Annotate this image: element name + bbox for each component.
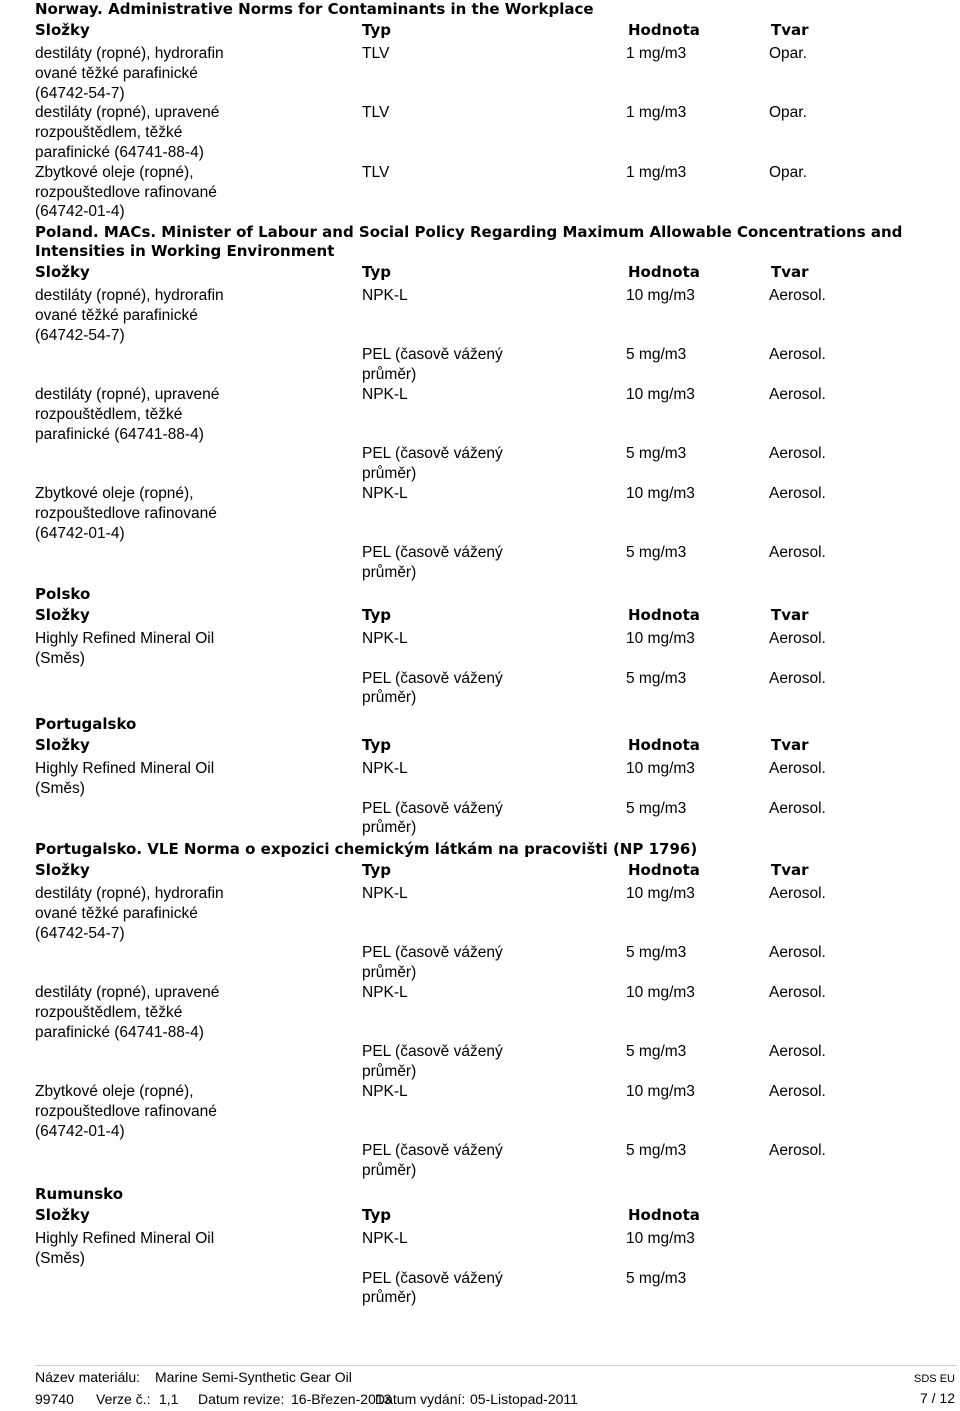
footer-page-number: 7 / 12 xyxy=(919,1390,955,1406)
header-type: Typ xyxy=(362,263,391,281)
exposure-limit-section xyxy=(35,840,935,1180)
limit-form: Aerosol. xyxy=(769,1083,826,1100)
limit-value: 10 mg/m3 xyxy=(626,760,695,777)
limit-value: 10 mg/m3 xyxy=(626,630,695,647)
table-header xyxy=(35,859,935,880)
limit-form: Aerosol. xyxy=(769,544,826,562)
limit-type: TLV xyxy=(362,104,390,122)
limit-form: Aerosol. xyxy=(769,669,826,687)
footer-issue-date: 05-Listopad-2011 xyxy=(470,1391,578,1407)
limit-form: Opar. xyxy=(769,45,807,62)
limit-type: PEL (časově vážený průměr) xyxy=(362,346,503,384)
header-value: Hodnota xyxy=(628,606,700,624)
limit-value: 1 mg/m3 xyxy=(626,45,687,62)
header-type: Typ xyxy=(362,1206,391,1224)
table-header xyxy=(35,1204,935,1225)
limit-value: 10 mg/m3 xyxy=(626,1230,695,1247)
component-name: destiláty (ropné), hydrorafin ované těžké parafinické (64742-54-7) xyxy=(35,885,224,942)
limit-value: 5 mg/m3 xyxy=(626,1269,687,1287)
exposure-limit-section xyxy=(35,223,935,582)
limit-form: Aerosol. xyxy=(769,1142,826,1160)
limit-value: 5 mg/m3 xyxy=(626,944,687,962)
component-name: Zbytkové oleje (ropné), rozpouštedlove rafinované (64742-01-4) xyxy=(35,163,217,221)
header-value: Hodnota xyxy=(628,263,700,281)
footer-revision-label: Datum revize: xyxy=(198,1391,285,1407)
limit-value: 5 mg/m3 xyxy=(626,445,687,463)
header-form: Tvar xyxy=(771,606,809,624)
limit-value: 5 mg/m3 xyxy=(626,669,687,687)
limit-type: NPK-L xyxy=(362,885,408,902)
limit-type: PEL (časově vážený průměr) xyxy=(362,944,503,982)
component-name: Zbytkové oleje (ropné), rozpouštedlove rafinované (64742-01-4) xyxy=(35,485,217,542)
header-type: Typ xyxy=(362,736,391,754)
component-name: Highly Refined Mineral Oil (Směs) xyxy=(35,630,215,667)
limit-form: Aerosol. xyxy=(769,287,826,304)
limit-type: PEL (časově vážený průměr) xyxy=(362,1269,503,1307)
header-type: Typ xyxy=(362,606,391,624)
header-value: Hodnota xyxy=(628,1206,700,1224)
header-type: Typ xyxy=(362,21,391,39)
section-title: Rumunsko xyxy=(35,1185,124,1203)
limit-form: Aerosol. xyxy=(769,984,826,1001)
limit-type: NPK-L xyxy=(362,1083,408,1100)
limit-value: 1 mg/m3 xyxy=(626,163,687,181)
header-component: Složky xyxy=(35,736,90,754)
header-component: Složky xyxy=(35,1206,90,1224)
table-header xyxy=(35,604,935,625)
component-name: destiláty (ropné), hydrorafin ované těžké parafinické (64742-54-7) xyxy=(35,45,224,102)
limit-type: NPK-L xyxy=(362,630,408,647)
exposure-limit-section xyxy=(35,715,935,837)
limit-form: Aerosol. xyxy=(769,386,826,403)
footer-revision-date: 16-Březen-2013 xyxy=(291,1391,392,1407)
header-form: Tvar xyxy=(771,263,809,281)
limit-form: Aerosol. xyxy=(769,799,826,817)
footer-issue-label: Datum vydání: xyxy=(375,1391,466,1407)
limit-type: PEL (časově vážený průměr) xyxy=(362,1142,503,1180)
limit-value: 5 mg/m3 xyxy=(626,1142,687,1160)
exposure-limit-section xyxy=(35,585,935,707)
limit-form: Aerosol. xyxy=(769,885,826,902)
component-name: Highly Refined Mineral Oil (Směs) xyxy=(35,1230,215,1267)
limit-value: 10 mg/m3 xyxy=(626,885,695,902)
limit-form: Aerosol. xyxy=(769,485,826,502)
limit-type: PEL (časově vážený průměr) xyxy=(362,1043,503,1081)
limit-type: PEL (časově vážený průměr) xyxy=(362,544,503,582)
section-title: Norway. Administrative Norms for Contaminants in the Workplace xyxy=(35,0,594,18)
limit-type: NPK-L xyxy=(362,485,408,502)
table-header xyxy=(35,734,935,755)
footer-code: 99740 xyxy=(35,1391,74,1407)
footer-divider xyxy=(35,1365,957,1366)
footer-version-label: Verze č.: xyxy=(96,1391,151,1407)
limit-value: 10 mg/m3 xyxy=(626,386,695,403)
footer-material-label: Název materiálu: xyxy=(35,1369,141,1385)
section-title: Portugalsko xyxy=(35,715,137,733)
component-name: destiláty (ropné), upravené rozpouštědlem, těžké parafinické (64741-88-4) xyxy=(35,984,220,1041)
limit-form: Aerosol. xyxy=(769,944,826,962)
limit-form: Aerosol. xyxy=(769,445,826,463)
exposure-limit-section xyxy=(35,1185,935,1307)
limit-type: TLV xyxy=(362,163,390,181)
exposure-limit-section xyxy=(35,0,935,221)
limit-form: Aerosol. xyxy=(769,1043,826,1061)
component-name: destiláty (ropné), upravené rozpouštědlem, těžké parafinické (64741-88-4) xyxy=(35,104,220,161)
header-value: Hodnota xyxy=(628,736,700,754)
limit-value: 5 mg/m3 xyxy=(626,346,687,364)
section-title: Polsko xyxy=(35,585,91,603)
header-component: Složky xyxy=(35,263,90,281)
header-component: Složky xyxy=(35,861,90,879)
header-form: Tvar xyxy=(771,21,809,39)
header-value: Hodnota xyxy=(628,21,700,39)
page-footer xyxy=(35,1365,957,1409)
limit-form: Opar. xyxy=(769,163,807,181)
component-name: Zbytkové oleje (ropné), rozpouštedlove rafinované (64742-01-4) xyxy=(35,1083,217,1140)
limit-form: Aerosol. xyxy=(769,630,826,647)
limit-type: PEL (časově vážený průměr) xyxy=(362,445,503,483)
limit-type: NPK-L xyxy=(362,984,408,1001)
header-component: Složky xyxy=(35,21,90,39)
component-name: destiláty (ropné), hydrorafin ované těžké parafinické (64742-54-7) xyxy=(35,287,224,344)
header-value: Hodnota xyxy=(628,861,700,879)
header-form: Tvar xyxy=(771,736,809,754)
header-type: Typ xyxy=(362,861,391,879)
limit-type: NPK-L xyxy=(362,287,408,304)
limit-form: Aerosol. xyxy=(769,760,826,777)
limit-type: PEL (časově vážený průměr) xyxy=(362,669,503,707)
limit-value: 10 mg/m3 xyxy=(626,1083,695,1100)
footer-doc-type: SDS EU xyxy=(914,1373,955,1385)
component-name: destiláty (ropné), upravené rozpouštědlem, těžké parafinické (64741-88-4) xyxy=(35,386,220,443)
section-title: Poland. MACs. Minister of Labour and Social Policy Regarding Maximum Allowable Concentrations and Intensities in Working Environment xyxy=(35,223,903,260)
limit-value: 1 mg/m3 xyxy=(626,104,687,122)
table-header xyxy=(35,19,935,40)
footer-material-name: Marine Semi-Synthetic Gear Oil xyxy=(155,1369,352,1385)
limit-type: NPK-L xyxy=(362,386,408,403)
limit-value: 5 mg/m3 xyxy=(626,544,687,562)
limit-type: NPK-L xyxy=(362,760,408,777)
limit-value: 10 mg/m3 xyxy=(626,287,695,304)
limit-value: 10 mg/m3 xyxy=(626,984,695,1001)
limit-type: TLV xyxy=(362,45,390,62)
table-header xyxy=(35,261,935,282)
header-form: Tvar xyxy=(771,861,809,879)
limit-value: 10 mg/m3 xyxy=(626,485,695,502)
limit-form: Aerosol. xyxy=(769,346,826,364)
header-component: Složky xyxy=(35,606,90,624)
footer-version: 1,1 xyxy=(159,1391,179,1407)
limit-type: NPK-L xyxy=(362,1230,408,1247)
component-name: Highly Refined Mineral Oil (Směs) xyxy=(35,760,215,797)
limit-type: PEL (časově vážený průměr) xyxy=(362,799,503,837)
limit-value: 5 mg/m3 xyxy=(626,1043,687,1061)
limit-form: Opar. xyxy=(769,104,807,122)
section-title: Portugalsko. VLE Norma o expozici chemickým látkám na pracovišti (NP 1796) xyxy=(35,840,698,858)
limit-value: 5 mg/m3 xyxy=(626,799,687,817)
